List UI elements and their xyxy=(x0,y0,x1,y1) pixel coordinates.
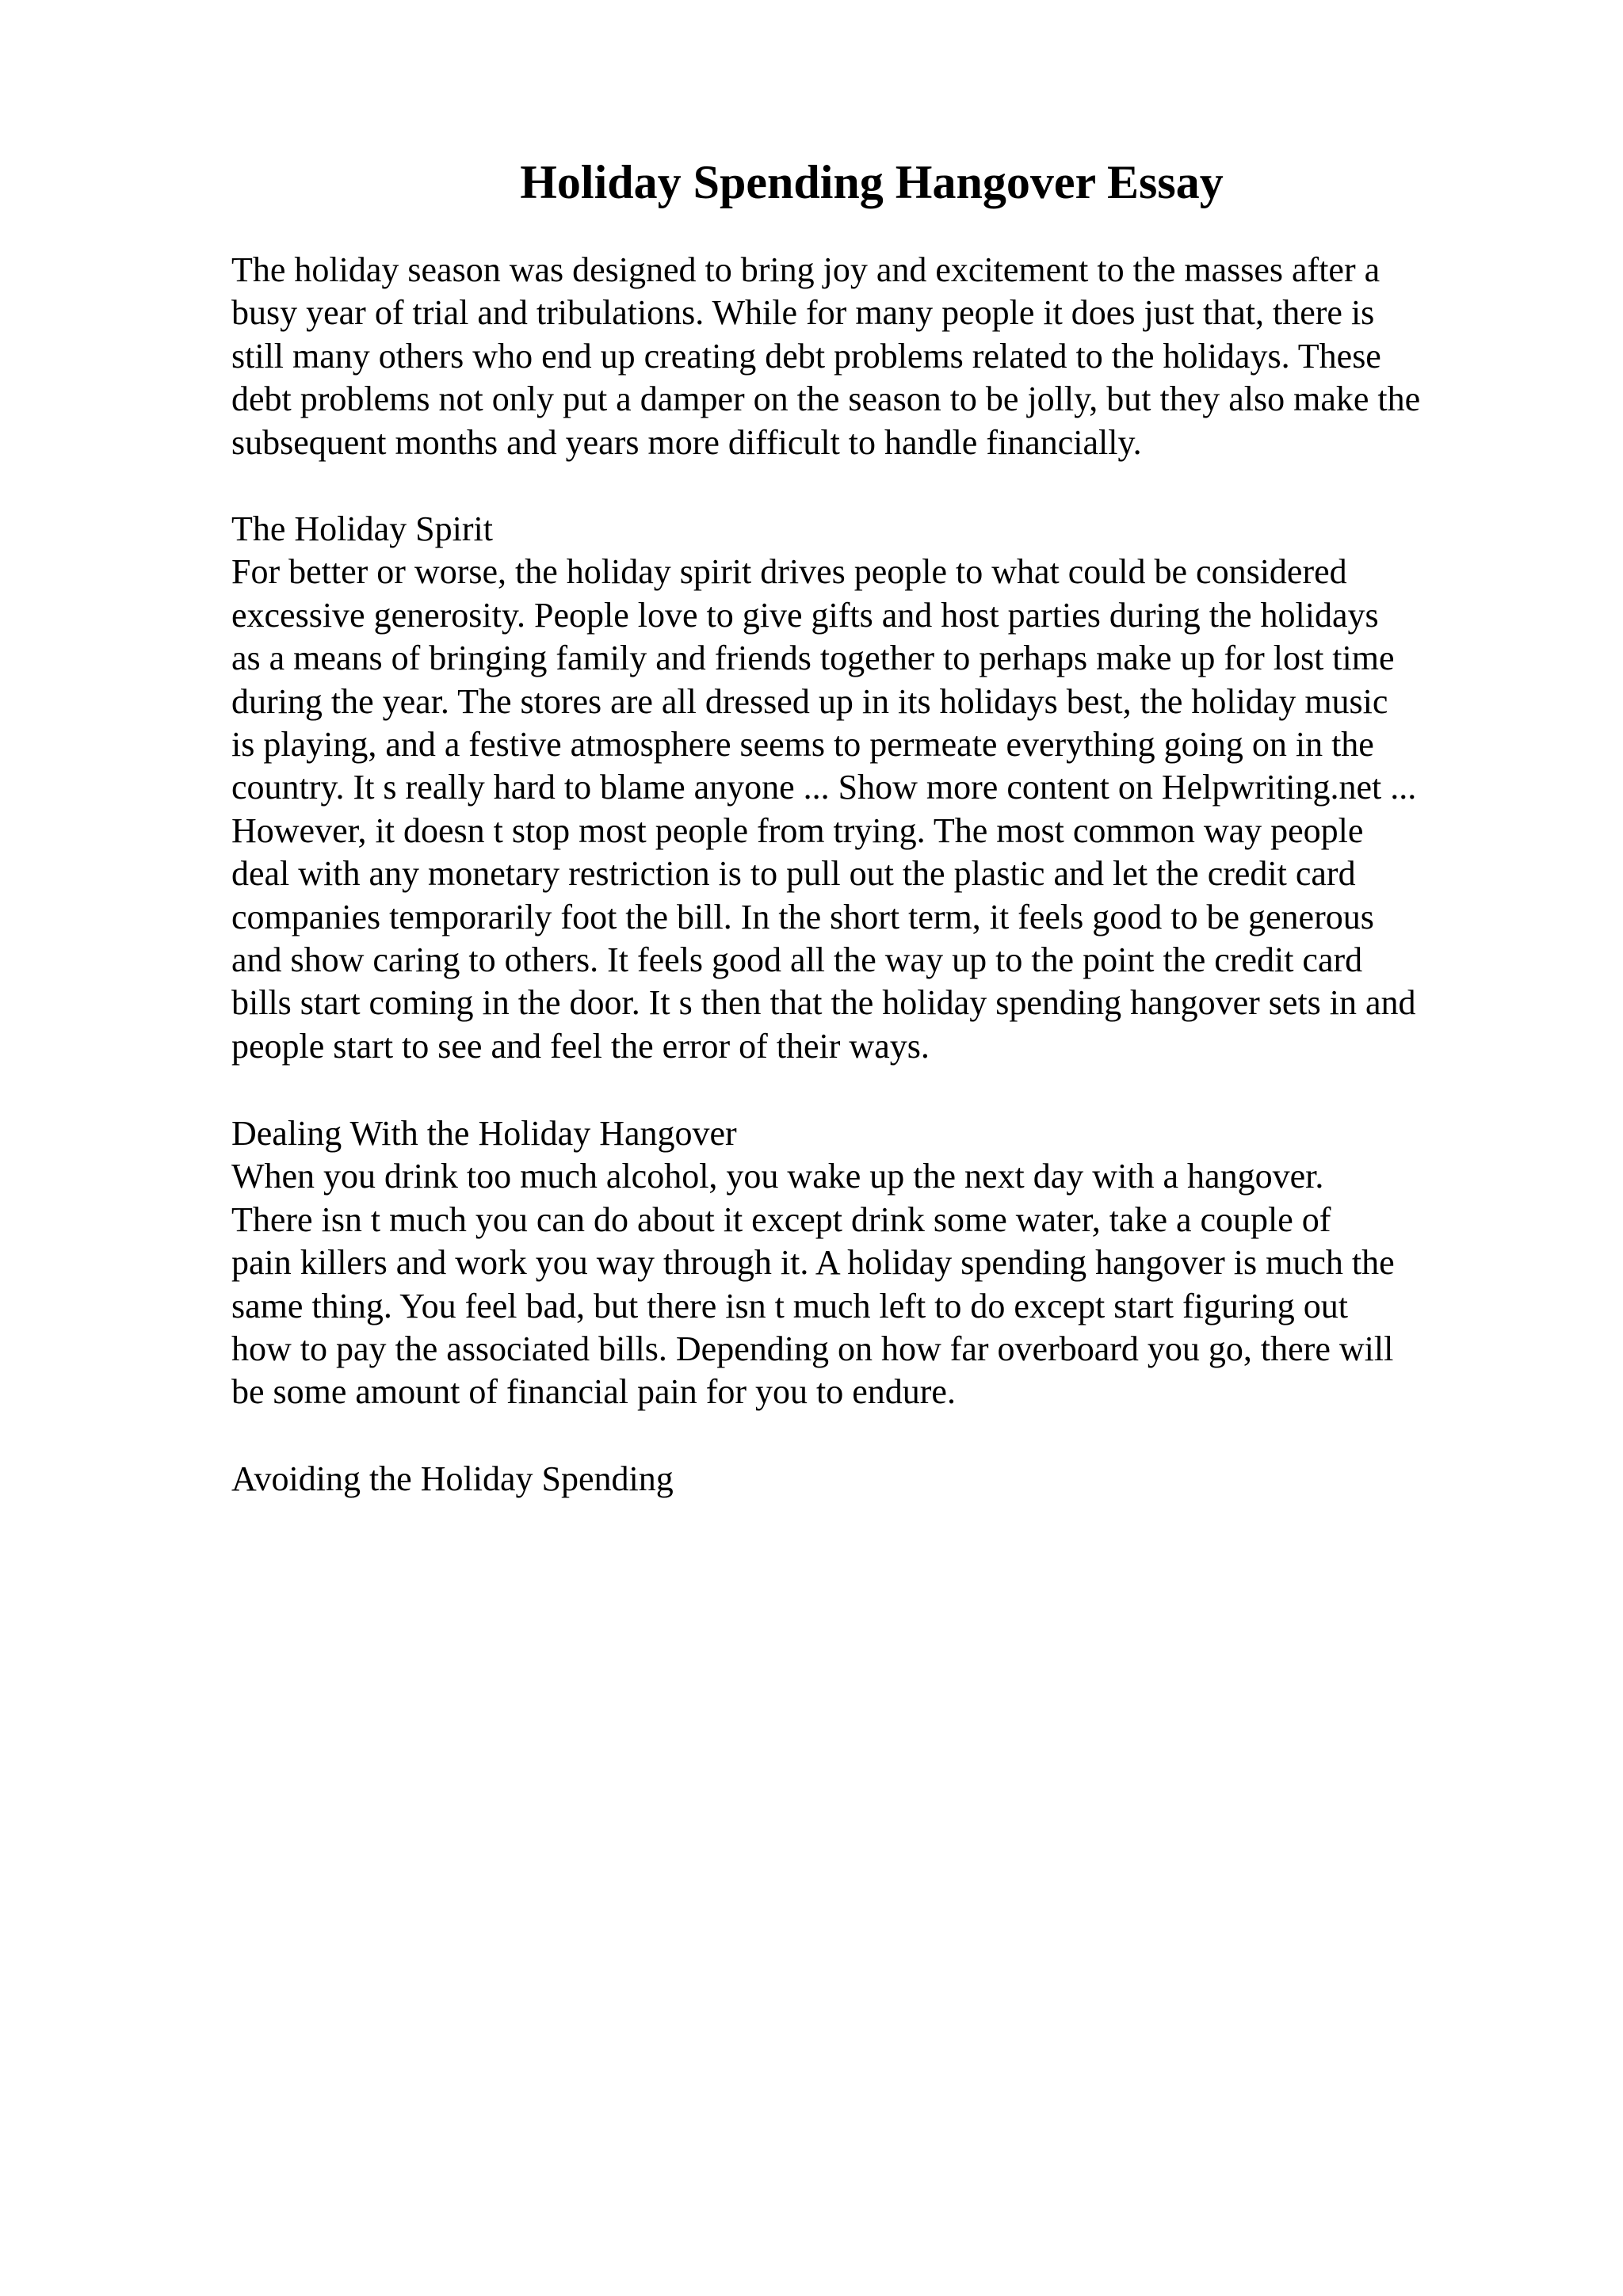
section-heading: Avoiding the Holiday Spending xyxy=(231,1459,674,1498)
text-line: There isn t much you can do about it except drink some water, take a couple of xyxy=(231,1199,1331,1239)
text-line: same thing. You feel bad, but there isn t much left to do except start figuring out xyxy=(231,1286,1348,1325)
document-title: Holiday Spending Hangover Essay xyxy=(520,156,1224,208)
section-holiday-spirit xyxy=(231,508,1531,1068)
text-line: during the year. The stores are all dressed up in its holidays best, the holiday music xyxy=(231,681,1388,721)
text-line: subsequent months and years more difficult to handle financially. xyxy=(231,422,1142,462)
text-line: still many others who end up creating debt problems related to the holidays. These xyxy=(231,336,1381,376)
text-line: excessive generosity. People love to give gifts and host parties during the holidays xyxy=(231,595,1379,635)
text-line: country. It s really hard to blame anyone ... Show more content on Helpwriting.net ... xyxy=(231,768,1417,807)
text-line: and show caring to others. It feels good all the way up to the point the credit card xyxy=(231,940,1363,980)
text-line: be some amount of financial pain for you to endure. xyxy=(231,1372,956,1412)
text-line: However, it doesn t stop most people from trying. The most common way people xyxy=(231,810,1364,850)
text-line: people start to see and feel the error of their ways. xyxy=(231,1026,930,1066)
section-heading: Dealing With the Holiday Hangover xyxy=(231,1114,737,1153)
text-line: is playing, and a festive atmosphere seems to permeate everything going on in the xyxy=(231,725,1374,765)
text-line: debt problems not only put a damper on the season to be jolly, but they also make the xyxy=(231,379,1421,419)
text-line: companies temporarily foot the bill. In the short term, it feels good to be generous xyxy=(231,897,1374,936)
text-line: pain killers and work you way through it. A holiday spending hangover is much the xyxy=(231,1243,1395,1283)
intro-paragraph xyxy=(231,249,1531,464)
text-line: For better or worse, the holiday spirit drives people to what could be considered xyxy=(231,552,1347,592)
text-line: The holiday season was designed to bring joy and excitement to the masses after a xyxy=(231,250,1381,289)
text-line: as a means of bringing family and friends together to perhaps make up for lost time xyxy=(231,639,1395,678)
text-line: deal with any monetary restriction is to pull out the plastic and let the credit card xyxy=(231,854,1356,894)
text-line: When you drink too much alcohol, you wake up the next day with a hangover. xyxy=(231,1157,1324,1196)
section-dealing-with-hangover xyxy=(231,1112,1531,1414)
text-line: how to pay the associated bills. Depending on how far overboard you go, there will xyxy=(231,1329,1394,1369)
text-line: busy year of trial and tribulations. While for many people it does just that, there is xyxy=(231,293,1375,333)
section-heading: The Holiday Spirit xyxy=(231,509,493,548)
text-line: bills start coming in the door. It s then that the holiday spending hangover sets in and xyxy=(231,983,1416,1023)
section-avoiding-spending xyxy=(231,1458,1531,1501)
